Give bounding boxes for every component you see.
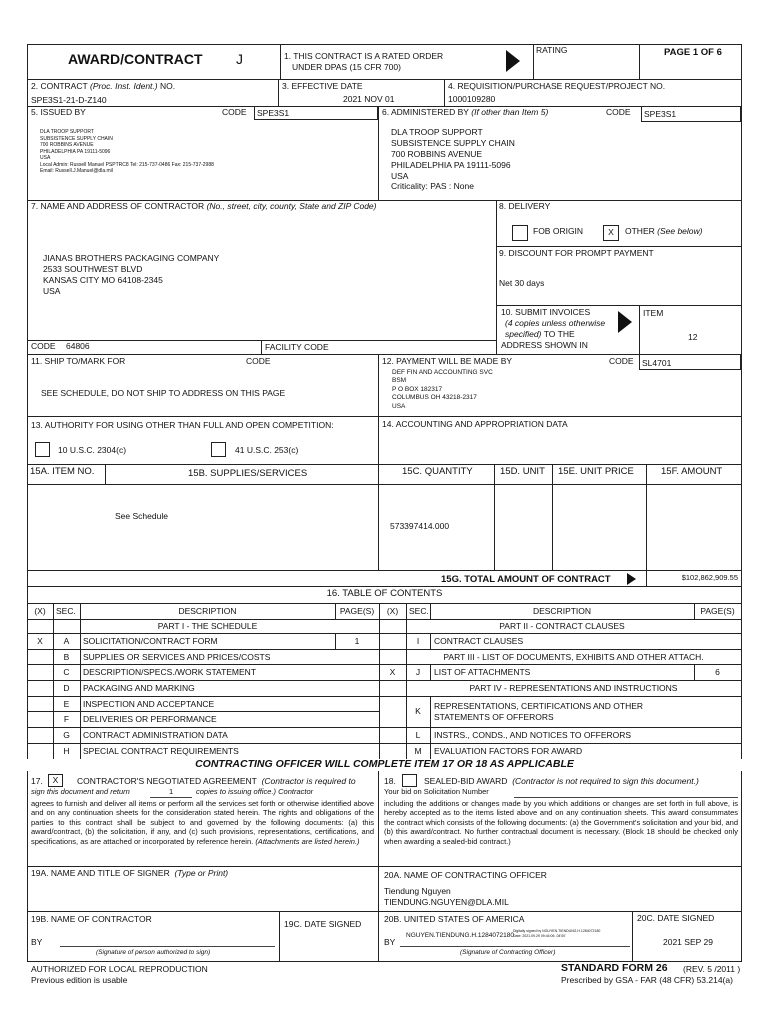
officer-signature-caption: (Signature of Contracting Officer) [460, 949, 556, 956]
arrow-right-icon [618, 311, 632, 333]
supplies-header: 15B. SUPPLIES/SERVICES [188, 468, 308, 479]
effective-date-label: 3. EFFECTIVE DATE [282, 81, 363, 91]
item-no-header: 15A. ITEM NO. [30, 466, 95, 477]
total-amount-value: $102,862,909.55 [681, 573, 738, 582]
form-title: AWARD/CONTRACT [68, 51, 203, 67]
contractor-label: 7. NAME AND ADDRESS OF CONTRACTOR (No., street, city, county, State and ZIP Code) [31, 201, 377, 211]
payment-code-label: CODE [609, 356, 634, 366]
invoice-item-label: ITEM [643, 308, 664, 318]
toc-row-j-sec: J [415, 667, 421, 677]
issued-by-address: DLA TROOP SUPPORT SUBSISTENCE SUPPLY CHAIN 700 ROBBINS AVENUE PHILADELPHIA PA 19111-5096 USA Local Admin: Russell Manuel PSPTRC8 Tel: 215-737-0486 Fax: 215-737-2988 Email: Russell.J.Manuel@dla.mil [40, 129, 214, 174]
accounting-label: 14. ACCOUNTING AND APPROPRIATION DATA [382, 419, 568, 429]
arrow-right-icon [506, 50, 520, 72]
contracting-officer-email: TIENDUNG.NGUYEN@DLA.MIL [384, 897, 509, 907]
toc-row-j-desc: LIST OF ATTACHMENTS [434, 667, 531, 677]
other-delivery-label: OTHER (See below) [625, 226, 703, 236]
toc-row-a-sec: A [63, 636, 70, 646]
fob-origin-label: FOB ORIGIN [533, 226, 584, 236]
toc-right-x-header: (X) [386, 606, 399, 616]
payment-label: 12. PAYMENT WILL BE MADE BY [382, 356, 513, 366]
toc-row-l-desc: INSTRS., CONDS., AND NOTICES TO OFFERORS [434, 730, 632, 740]
quantity-header: 15C. QUANTITY [402, 466, 473, 477]
block2-label: 2. CONTRACT (Proc. Inst. Ident.) NO. [31, 81, 176, 91]
administered-by-address: DLA TROOP SUPPORT SUBSISTENCE SUPPLY CHAIN 700 ROBBINS AVENUE PHILADELPHIA PA 19111-5096 USA Criticality: PAS : None [391, 127, 515, 192]
ship-to-code-label: CODE [246, 356, 271, 366]
other-delivery-mark: X [608, 227, 614, 237]
footer-form-name: STANDARD FORM 26 [561, 962, 668, 974]
officer-banner: CONTRACTING OFFICER WILL COMPLETE ITEM 17 OR 18 AS APPLICABLE [27, 759, 742, 771]
toc-row-f-sec: F [63, 714, 70, 724]
payment-code: SL4701 [642, 358, 672, 368]
toc-row-h-sec: H [63, 746, 70, 756]
toc-row-e-sec: E [63, 699, 70, 709]
unit-header: 15D. UNIT [500, 466, 545, 477]
sealed-bid-checkbox[interactable] [402, 774, 417, 787]
contracting-officer-label: 20A. NAME OF CONTRACTING OFFICER [384, 870, 547, 880]
fob-origin-checkbox[interactable] [512, 225, 528, 241]
toc-right-sec-header: SEC. [409, 606, 429, 616]
toc-row-j-pages: 6 [715, 667, 720, 677]
invoice-item-value: 12 [688, 332, 698, 342]
administered-by-label: 6. ADMINISTERED BY (If other than Item 5) [382, 107, 549, 117]
administered-by-code: SPE3S1 [644, 109, 677, 119]
total-amount-label: 15G. TOTAL AMOUNT OF CONTRACT [441, 574, 611, 585]
arrow-right-icon [627, 573, 636, 585]
payment-address: DEF FIN AND ACCOUNTING SVC BSM P O BOX 182317 COLUMBUS OH 43218-2317 USA [392, 369, 493, 410]
block17-num: 17. [31, 776, 43, 786]
contractor-signature-caption: (Signature of person authorized to sign) [96, 949, 211, 956]
contracting-officer-name: Tiendung Nguyen [384, 886, 451, 896]
form-title-code: J [236, 51, 243, 67]
facility-code-label: FACILITY CODE [265, 342, 329, 352]
toc-row-g-desc: CONTRACT ADMINISTRATION DATA [83, 730, 228, 740]
toc-row-a-x: X [37, 636, 43, 646]
toc-row-l-sec: L [415, 730, 421, 740]
administered-by-code-label: CODE [606, 107, 631, 117]
toc-left-pages-header: PAGE(S) [339, 606, 375, 616]
officer-by-label: BY [384, 937, 396, 947]
toc-left-x-header: (X) [34, 606, 46, 616]
toc-row-i-desc: CONTRACT CLAUSES [434, 636, 524, 646]
toc-row-c-sec: C [63, 667, 70, 677]
toc-row-c-desc: DESCRIPTION/SPECS./WORK STATEMENT [83, 667, 257, 677]
contractor-by-label: BY [31, 937, 43, 947]
toc-row-j-x: X [389, 667, 396, 677]
signer-name-label: 19A. NAME AND TITLE OF SIGNER (Type or Print) [31, 868, 229, 878]
footer-revision: (REV. 5 /2011 ) [683, 964, 741, 974]
toc-part4: PART IV - REPRESENTATIONS AND INSTRUCTIONS [469, 683, 678, 693]
authority-2304-label: 10 U.S.C. 2304(c) [58, 445, 127, 455]
authority-253-checkbox[interactable] [211, 442, 226, 457]
issued-by-code: SPE3S1 [257, 108, 290, 118]
digital-signature-name: NGUYEN.TIENDUNG.H.1284072180 [406, 932, 515, 939]
block18-num: 18. [384, 776, 396, 786]
unit-price-header: 15E. UNIT PRICE [558, 466, 634, 477]
toc-row-h-desc: SPECIAL CONTRACT REQUIREMENTS [83, 746, 239, 756]
toc-row-i-sec: I [416, 636, 420, 646]
authority-2304-checkbox[interactable] [35, 442, 50, 457]
toc-row-b-sec: B [63, 652, 70, 662]
toc-right-desc-header: DESCRIPTION [532, 606, 592, 616]
quantity-value: 573397414.000 [390, 521, 450, 531]
rating-label: RATING [536, 45, 568, 55]
authority-label: 13. AUTHORITY FOR USING OTHER THAN FULL AND OPEN COMPETITION: [31, 420, 334, 430]
toc-row-g-sec: G [63, 730, 70, 740]
issued-by-label: 5. ISSUED BY [31, 107, 86, 117]
toc-row-k-desc: REPRESENTATIONS, CERTIFICATIONS AND OTHER STATEMENTS OF OFFERORS [434, 701, 644, 723]
toc-title: 16. TABLE OF CONTENTS [326, 588, 443, 599]
toc-part1: PART I - THE SCHEDULE [157, 621, 258, 631]
toc-row-m-desc: EVALUATION FACTORS FOR AWARD [434, 746, 583, 756]
block17-body: agrees to furnish and deliver all items or perform all the services set forth or otherwise identified above and on any continuation sheets for the consideration stated herein. The rights and obligations of the parties to this contract shall be subject to and governed by the following documents: (a) this award/contract, (b) the solicitation, if any, and (c) such provisions, representations, certifications, and specifications, as are attached or incorporated by reference herein. (Attachments are listed herein.) [31, 799, 374, 846]
toc-part2: PART II - CONTRACT CLAUSES [499, 621, 625, 631]
page-label: PAGE 1 OF 6 [664, 47, 722, 58]
block18-line2: Your bid on Solicitation Number [384, 787, 489, 796]
toc-row-e-desc: INSPECTION AND ACCEPTANCE [83, 699, 215, 709]
toc-left-desc-header: DESCRIPTION [178, 606, 237, 616]
digital-signature-note: Digitally signed by NGUYEN.TIENDUNG.H.1284072180 Date: 2021.09.29 09:44:06 -04'00' [513, 929, 601, 938]
footer-reproduction: AUTHORIZED FOR LOCAL REPRODUCTION [31, 964, 208, 974]
item1-label: 1. THIS CONTRACT IS A RATED ORDER [284, 51, 444, 61]
toc-row-f-desc: DELIVERIES OR PERFORMANCE [83, 714, 217, 724]
contract-number: SPE3S1-21-D-Z140 [31, 95, 107, 105]
effective-date: 2021 NOV 01 [343, 94, 395, 104]
submit-invoices: 10. SUBMIT INVOICES (4 copies unless otherwise specified) TO THE ADDRESS SHOWN IN [501, 307, 606, 351]
toc-right-pages-header: PAGE(S) [700, 606, 735, 616]
footer-previous-edition: Previous edition is usable [31, 975, 128, 985]
issued-by-code-label: CODE [222, 107, 247, 117]
contractor-code: 64806 [66, 341, 90, 351]
toc-row-m-sec: M [414, 746, 422, 756]
footer-prescribed: Prescribed by GSA - FAR (48 CFR) 53.214(a) [561, 975, 733, 985]
block17-line2b: copies to issuing office.) Contractor [196, 787, 314, 796]
discount-label: 9. DISCOUNT FOR PROMPT PAYMENT [499, 248, 654, 258]
toc-row-d-sec: D [63, 683, 70, 693]
contractor-date-signed-label: 19C. DATE SIGNED [284, 919, 362, 929]
requisition-number: 1000109280 [448, 94, 496, 104]
toc-row-k-sec: K [415, 706, 421, 716]
amount-header: 15F. AMOUNT [661, 466, 723, 477]
block17-line2a: sign this document and return [31, 787, 130, 796]
requisition-label: 4. REQUISITION/PURCHASE REQUEST/PROJECT NO. [448, 81, 666, 91]
item1-sub: UNDER DPAS (15 CFR 700) [292, 62, 401, 72]
toc-row-a-desc: SOLICITATION/CONTRACT FORM [83, 636, 218, 646]
officer-date-signed-label: 20C. DATE SIGNED [637, 913, 715, 923]
toc-part3: PART III - LIST OF DOCUMENTS, EXHIBITS AND OTHER ATTACH. [443, 652, 704, 662]
toc-row-d-desc: PACKAGING AND MARKING [83, 683, 195, 693]
usa-label: 20B. UNITED STATES OF AMERICA [384, 914, 525, 924]
supplies-value: See Schedule [115, 511, 168, 521]
delivery-label: 8. DELIVERY [499, 201, 551, 211]
authority-253-label: 41 U.S.C. 253(c) [235, 445, 299, 455]
ship-to-text: SEE SCHEDULE, DO NOT SHIP TO ADDRESS ON THIS PAGE [41, 388, 286, 398]
negotiated-agreement-mark: X [52, 775, 59, 785]
contractor-name-label: 19B. NAME OF CONTRACTOR [31, 914, 152, 924]
block17-title: CONTRACTOR'S NEGOTIATED AGREEMENT (Contractor is required to [77, 776, 356, 786]
contractor-address: JIANAS BROTHERS PACKAGING COMPANY 2533 SOUTHWEST BLVD KANSAS CITY MO 64108-2345 USA [43, 253, 220, 297]
block18-body: including the additions or changes made by you which additions or changes are set forth in full above, is hereby accepted as to the items listed above and on any continuation sheets. This award consummates the contract which consists of the following documents: (a) the Government's solicitation and your bid, and (b) this award/contract. No further contractual document is necessary. (Block 18 should be checked only when awarding a sealed-bid contract.) [384, 799, 738, 846]
officer-date-signed: 2021 SEP 29 [663, 937, 713, 947]
block17-copies: 1 [169, 787, 174, 796]
toc-row-a-pages: 1 [354, 636, 360, 646]
ship-to-label: 11. SHIP TO/MARK FOR [31, 356, 126, 366]
contractor-code-label: CODE [31, 341, 56, 351]
toc-left-sec-header: SEC. [56, 606, 76, 616]
toc-row-b-desc: SUPPLIES OR SERVICES AND PRICES/COSTS [83, 652, 271, 662]
block18-title: SEALED-BID AWARD (Contractor is not required to sign this document.) [424, 776, 699, 786]
discount-value: Net 30 days [499, 278, 545, 288]
